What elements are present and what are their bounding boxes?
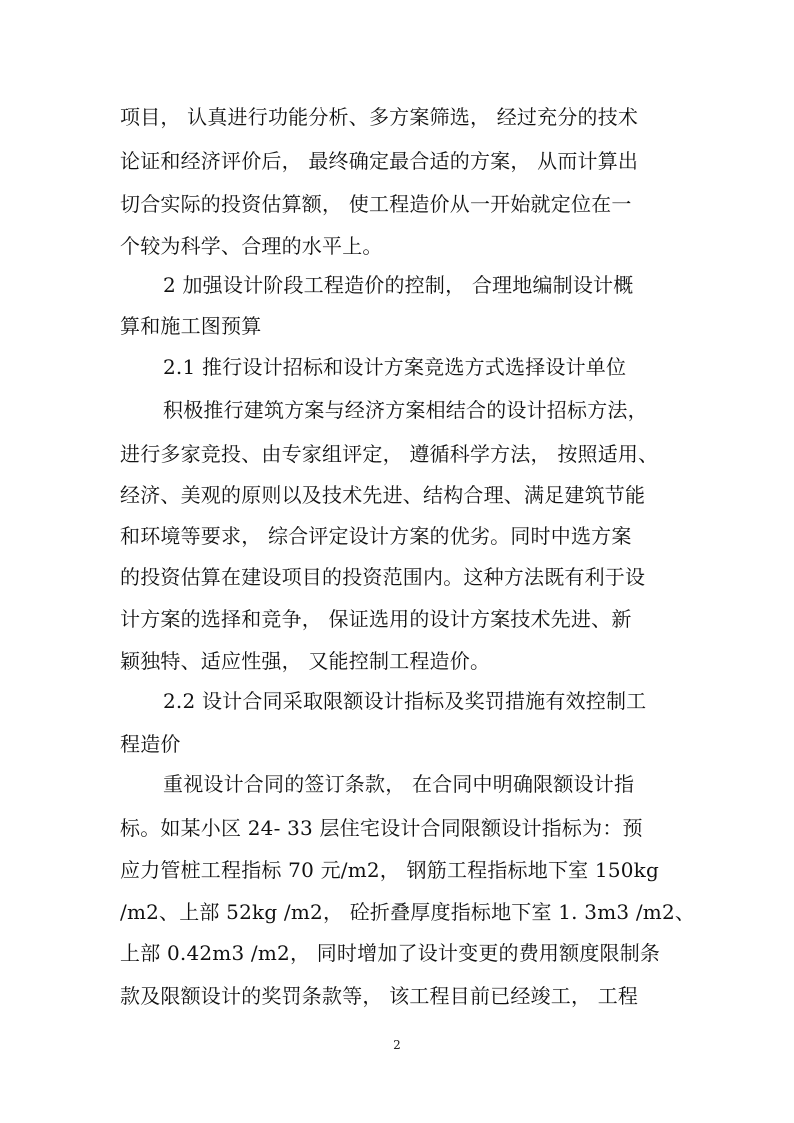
text-line: 项目， 认真进行功能分析、多方案筛选， 经过充分的技术 xyxy=(120,105,639,129)
section-heading: 2 加强设计阶段工程造价的控制， 合理地编制设计概 xyxy=(163,273,634,297)
text-line: 和环境等要求， 综合评定设计方案的优劣。同时中选方案 xyxy=(120,524,632,548)
text-line: /m2、上部 52kg /m2， 砼折叠厚度指标地下室 1. 3m3 /m2、 xyxy=(120,900,696,924)
text-line: 重视设计合同的签订条款， 在合同中明确限额设计指 xyxy=(163,772,635,796)
text-line: 进行多家竞投、由专家组评定， 遵循科学方法， 按照适用、 xyxy=(120,442,659,466)
subsection-heading-continued: 程造价 xyxy=(120,732,181,756)
text-line: 颖独特、适应性强， 又能控制工程造价。 xyxy=(120,649,491,673)
section-heading-continued: 算和施工图预算 xyxy=(120,314,262,338)
text-line: 切合实际的投资估算额， 使工程造价从一开始就定位在一 xyxy=(120,192,632,216)
text-line: 积极推行建筑方案与经济方案相结合的设计招标方法， xyxy=(163,398,648,422)
page-number: 2 xyxy=(393,1038,401,1052)
text-line: 应力管桩工程指标 70 元/m2， 钢筋工程指标地下室 150kg xyxy=(120,858,660,882)
text-line: 标。如某小区 24- 33 层住宅设计合同限额设计指标为：预 xyxy=(120,816,643,840)
text-line: 的投资估算在建设项目的投资范围内。这种方法既有利于设 xyxy=(120,565,646,589)
text-line: 经济、美观的原则以及技术先进、结构合理、满足建筑节能 xyxy=(120,483,646,507)
text-line: 计方案的选择和竞争， 保证选用的设计方案技术先进、新 xyxy=(120,607,632,631)
subsection-heading: 2.1 推行设计招标和设计方案竞选方式选择设计单位 xyxy=(163,355,627,379)
text-line: 个较为科学、合理的水平上。 xyxy=(120,234,383,258)
text-line: 论证和经济评价后， 最终确定最合适的方案， 从而计算出 xyxy=(120,149,639,173)
subsection-heading: 2.2 设计合同采取限额设计指标及奖罚措施有效控制工 xyxy=(163,689,647,713)
text-line: 款及限额设计的奖罚条款等， 该工程目前已经竣工， 工程 xyxy=(120,984,639,1008)
text-line: 上部 0.42m3 /m2， 同时增加了设计变更的费用额度限制条 xyxy=(120,941,661,965)
